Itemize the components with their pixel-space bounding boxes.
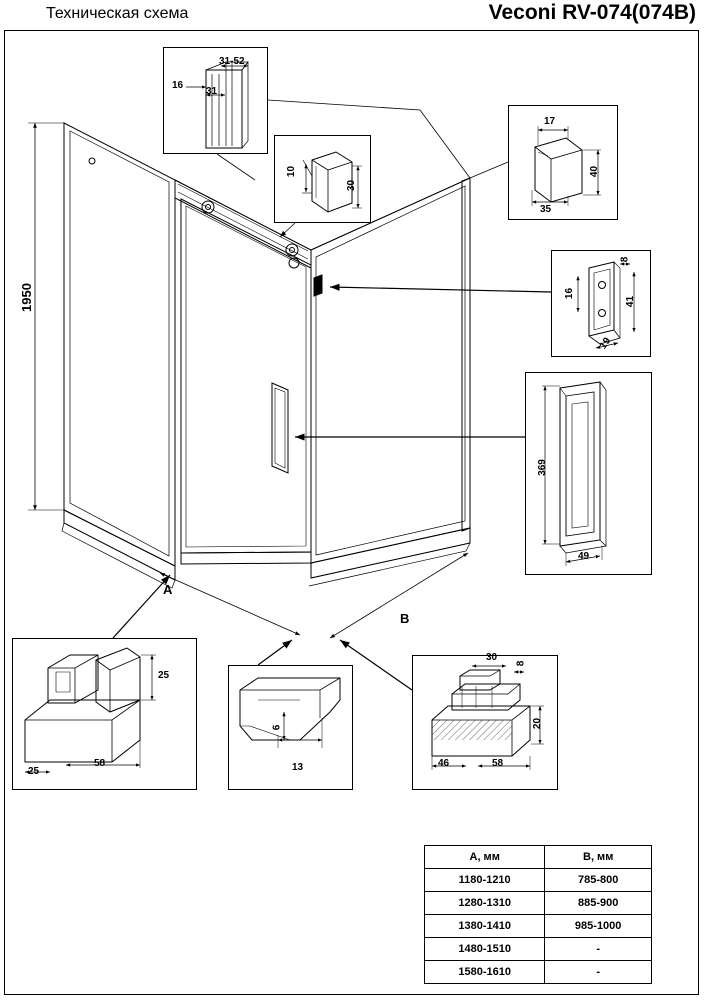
cell-b: 785-800 (545, 869, 652, 892)
dim-roller-cover-10: 10 (286, 165, 298, 178)
dimension-label-b: B (400, 611, 410, 626)
cell-a: 1480-1510 (425, 938, 545, 961)
table-row (425, 938, 652, 961)
page-header (0, 0, 704, 30)
dim-handle-49: 49 (578, 551, 590, 562)
cell-b: 985-1000 (545, 915, 652, 938)
cell-b: - (545, 938, 652, 961)
dim-top-profile-16: 16 (172, 80, 184, 91)
dim-bottom-bracket-46: 46 (438, 758, 450, 769)
dim-top-profile-31: 31 (206, 86, 218, 97)
page-title: Техническая схема (46, 5, 189, 22)
model-name: Veconi RV-074(074B) (488, 1, 696, 24)
dim-bottom-bracket-20: 20 (532, 717, 544, 730)
dim-bottom-guide-58: 58 (94, 758, 106, 769)
detail-box-seal-profile (228, 665, 353, 790)
table-row (425, 869, 652, 892)
table-col-a: A, мм (425, 846, 545, 869)
dim-hinge-plate-19: 19 (597, 335, 614, 352)
dim-hinge-plate-8: 8 (619, 256, 631, 263)
dim-hinge-plate-16: 16 (564, 287, 576, 300)
dim-bottom-guide-25-h: 25 (158, 670, 170, 681)
detail-box-wall-bracket (508, 105, 618, 220)
cell-a: 1180-1210 (425, 869, 545, 892)
dim-bottom-bracket-30: 30 (486, 652, 498, 663)
dim-bottom-bracket-58: 58 (492, 758, 504, 769)
cell-a: 1580-1610 (425, 961, 545, 984)
dimension-label-height: 1950 (18, 283, 34, 312)
cell-b: 885-900 (545, 892, 652, 915)
detail-box-top-profile (163, 47, 268, 154)
dim-handle-369: 369 (536, 459, 548, 476)
spec-table (424, 845, 652, 984)
table-header-row (425, 846, 652, 869)
table-col-b: B, мм (545, 846, 652, 869)
dim-top-profile-31-52: 31-52 (219, 56, 245, 67)
dim-wall-bracket-40: 40 (589, 165, 601, 178)
dim-wall-bracket-35: 35 (540, 204, 552, 215)
table-row (425, 915, 652, 938)
table-row (425, 892, 652, 915)
cell-a: 1380-1410 (425, 915, 545, 938)
dim-bottom-guide-25-w: 25 (28, 766, 40, 777)
dim-hinge-plate-41: 41 (625, 295, 637, 308)
cell-a: 1280-1310 (425, 892, 545, 915)
dim-wall-bracket-17: 17 (544, 116, 556, 127)
dim-bottom-bracket-8: 8 (515, 660, 527, 667)
table-row (425, 961, 652, 984)
dim-seal-profile-6: 6 (271, 724, 283, 731)
dim-seal-profile-13: 13 (292, 762, 304, 773)
dimension-label-a: A (163, 582, 173, 597)
cell-b: - (545, 961, 652, 984)
dim-roller-cover-30: 30 (346, 179, 358, 192)
